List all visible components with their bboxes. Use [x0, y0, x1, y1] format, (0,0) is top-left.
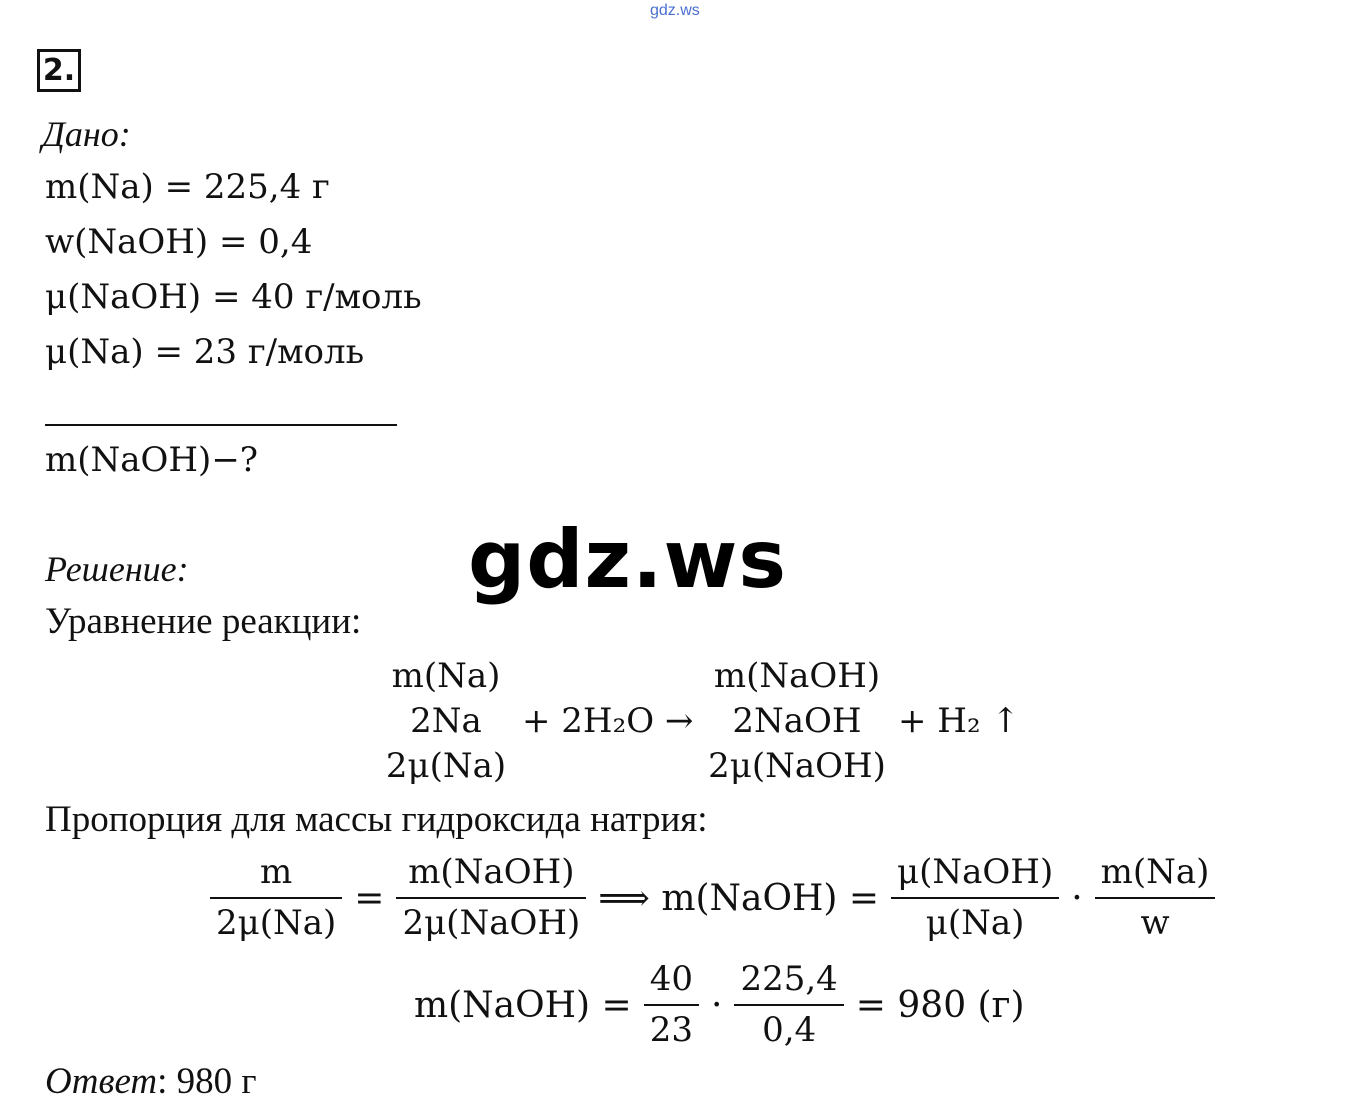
multiply-dot: ·	[1071, 877, 1083, 919]
answer-value: : 980 г	[157, 1061, 257, 1102]
fraction-denominator: w	[1140, 903, 1170, 944]
site-mark: gdz.ws	[650, 2, 700, 19]
given-line-fraction-naoh: w(NaOH) = 0,4	[45, 222, 313, 262]
proportion-fraction-2	[396, 848, 586, 949]
fraction-numerator: m(Na)	[1100, 852, 1210, 892]
reactant-formula: 2Na	[410, 701, 482, 741]
calculation-fraction-2	[734, 955, 843, 1056]
calculation-result: = 980 (г)	[855, 984, 1025, 1026]
fraction-denominator: 2μ(Na)	[216, 903, 337, 944]
given-heading: Дано:	[42, 114, 131, 154]
watermark: gdz.ws	[468, 513, 788, 606]
calculation-fraction-1	[644, 955, 699, 1056]
given-line-mass-na: m(Na) = 225,4 г	[45, 167, 330, 207]
calculation-equation	[414, 955, 1025, 1056]
given-divider	[45, 424, 397, 426]
product-mass: m(NaOH)	[713, 656, 881, 696]
proportion-equation	[210, 848, 1215, 949]
product-molar: 2μ(NaOH)	[708, 746, 886, 786]
reaction-label: Уравнение реакции:	[45, 601, 362, 642]
given-line-molar-naoh: μ(NaOH) = 40 г/моль	[45, 277, 422, 317]
fraction-denominator: 2μ(NaOH)	[402, 903, 581, 944]
calculation-lhs: m(NaOH) =	[414, 984, 632, 1026]
fraction-numerator: m(NaOH)	[408, 852, 575, 892]
solution-heading: Решение:	[45, 549, 189, 589]
fraction-numerator: 225,4	[740, 959, 838, 999]
product-formula: 2NaOH	[732, 701, 862, 741]
proportion-fraction-1	[210, 848, 342, 949]
fraction-numerator: m	[260, 852, 293, 892]
proportion-label: Пропорция для массы гидроксида натрия:	[45, 799, 708, 840]
fraction-numerator: 40	[649, 959, 693, 999]
proportion-fraction-4	[1095, 848, 1216, 949]
implies-expression: ⟹ m(NaOH) =	[598, 877, 880, 919]
fraction-denominator: 23	[649, 1010, 693, 1051]
reaction-reactant-column	[378, 654, 514, 789]
fraction-denominator: μ(Na)	[925, 903, 1025, 944]
given-line-molar-na: μ(Na) = 23 г/моль	[45, 332, 365, 372]
reactant-mass: m(Na)	[391, 656, 501, 696]
reaction-gas-part: + H₂ ↑	[898, 701, 1020, 741]
problem-number: 2.	[37, 49, 81, 92]
fraction-numerator: μ(NaOH)	[897, 852, 1054, 892]
answer-line	[45, 1060, 257, 1103]
reaction-water-part: + 2H₂O →	[522, 701, 694, 741]
reactant-molar: 2μ(Na)	[385, 746, 507, 786]
reaction-product-column	[702, 654, 892, 789]
find-line: m(NaOH)−?	[45, 440, 259, 480]
fraction-denominator: 0,4	[762, 1010, 817, 1051]
equals-sign: =	[354, 877, 385, 919]
answer-label: Ответ	[45, 1061, 158, 1102]
proportion-fraction-3	[891, 848, 1059, 949]
multiply-dot: ·	[710, 984, 723, 1026]
